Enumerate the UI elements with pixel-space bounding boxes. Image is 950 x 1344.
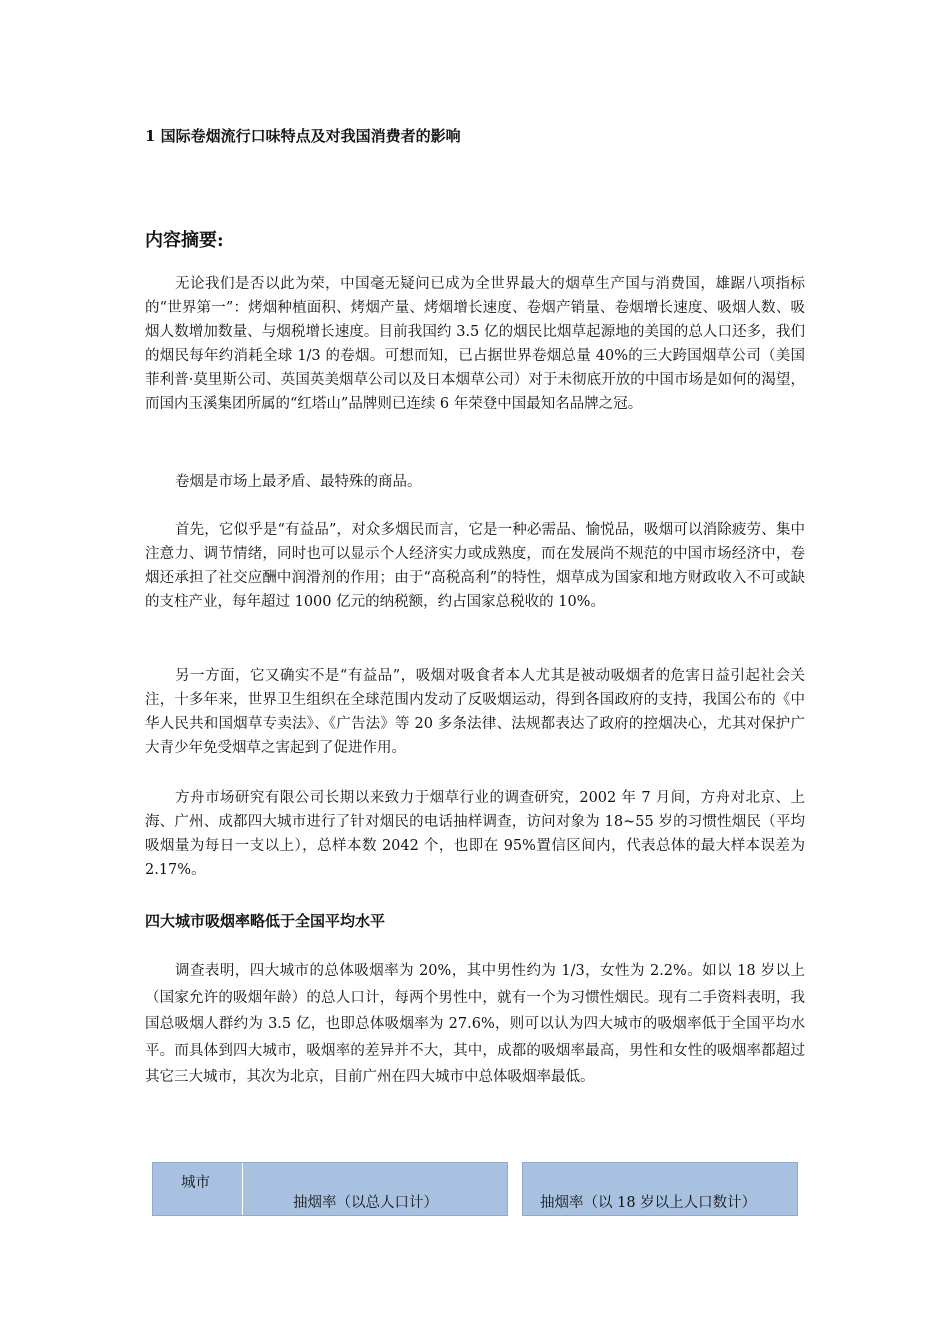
paragraph-findings: 调查表明，四大城市的总体吸烟率为 20%，其中男性约为 1/3，女性为 2.2%。如以 18 岁以上（国家允许的吸烟年龄）的总人口计，每两个男性中，就有一个为习惯性烟民。现有二手资料表明，我国总吸烟人群约为 3.5 亿，也即总体吸烟率为 27.6%，则可以认为四大城市的吸烟率低于全国平均水平。而具体到四大城市，吸烟率的差异并不大，其中，成都的吸烟率最高，男性和女性的吸烟率都超过其它三大城市，其次为北京，目前广州在四大城市中总体吸烟率最低。: [145, 963, 805, 1085]
table-column-divider: [242, 1163, 243, 1215]
section-subheading: 四大城市吸烟率略低于全国平均水平: [145, 912, 386, 930]
paragraph-harm: 另一方面，它又确实不是“有益品”，吸烟对吸食者本人尤其是被动吸烟者的危害日益引起社会关注，十多年来，世界卫生组织在全球范围内发动了反吸烟运动，得到各国政府的支持，我国公布的《中华人民共和国烟草专卖法》、《广告法》等 20 多条法律、法规都表达了政府的控烟决心，尤其对保护广大青少年免受烟草之害起到了促进作用。: [145, 668, 805, 756]
paragraph-benefit: 首先，它似乎是“有益品”，对众多烟民而言，它是一种必需品、愉悦品，吸烟可以消除疲劳、集中注意力、调节情绪，同时也可以显示个人经济实力或成熟度，而在发展尚不规范的中国市场经济中，卷烟还承担了社交应酬中润滑剂的作用；由于“高税高利”的特性，烟草成为国家和地方财政收入不可或缺的支柱产业，每年超过 1000 亿元的纳税额，约占国家总税收的 10%。: [145, 522, 805, 610]
table-header-right: [522, 1162, 798, 1216]
paragraph-contradiction: 卷烟是市场上最矛盾、最特殊的商品。: [175, 474, 422, 490]
paragraph-survey: 方舟市场研究有限公司长期以来致力于烟草行业的调查研究，2002 年 7 月间，方舟对北京、上海、广州、成都四大城市进行了针对烟民的电话抽样调查，访问对象为 18~55 岁的习惯性烟民（平均吸烟量为每日一支以上），总样本数 2042 个，也即在 95%置信区间内，代表总体的最大样本误差为 2.17%。: [145, 790, 805, 878]
document-title: 1 国际卷烟流行口味特点及对我国消费者的影响: [145, 127, 461, 145]
table-header-adult-rate: 抽烟率（以 18 岁以上人口数计）: [540, 1195, 757, 1211]
table-header-city: 城市: [181, 1175, 210, 1191]
table-header-left: [152, 1162, 508, 1216]
table-header-total-rate: 抽烟率（以总人口计）: [293, 1195, 438, 1211]
summary-heading: 内容摘要:: [145, 230, 224, 251]
paragraph-intro: 无论我们是否以此为荣，中国毫无疑问已成为全世界最大的烟草生产国与消费国，雄踞八项指标的“世界第一”：烤烟种植面积、烤烟产量、烤烟增长速度、卷烟产销量、卷烟增长速度、吸烟人数、吸烟人数增加数量、与烟税增长速度。目前我国约 3.5 亿的烟民比烟草起源地的美国的总人口还多，我们的烟民每年约消耗全球 1/3 的卷烟。可想而知，已占据世界卷烟总量 40%的三大跨国烟草公司（美国菲利普·莫里斯公司、英国英美烟草公司以及日本烟草公司）对于未彻底开放的中国市场是如何的渴望，而国内玉溪集团所属的“红塔山”品牌则已连续 6 年荣登中国最知名品牌之冠。: [145, 276, 805, 412]
